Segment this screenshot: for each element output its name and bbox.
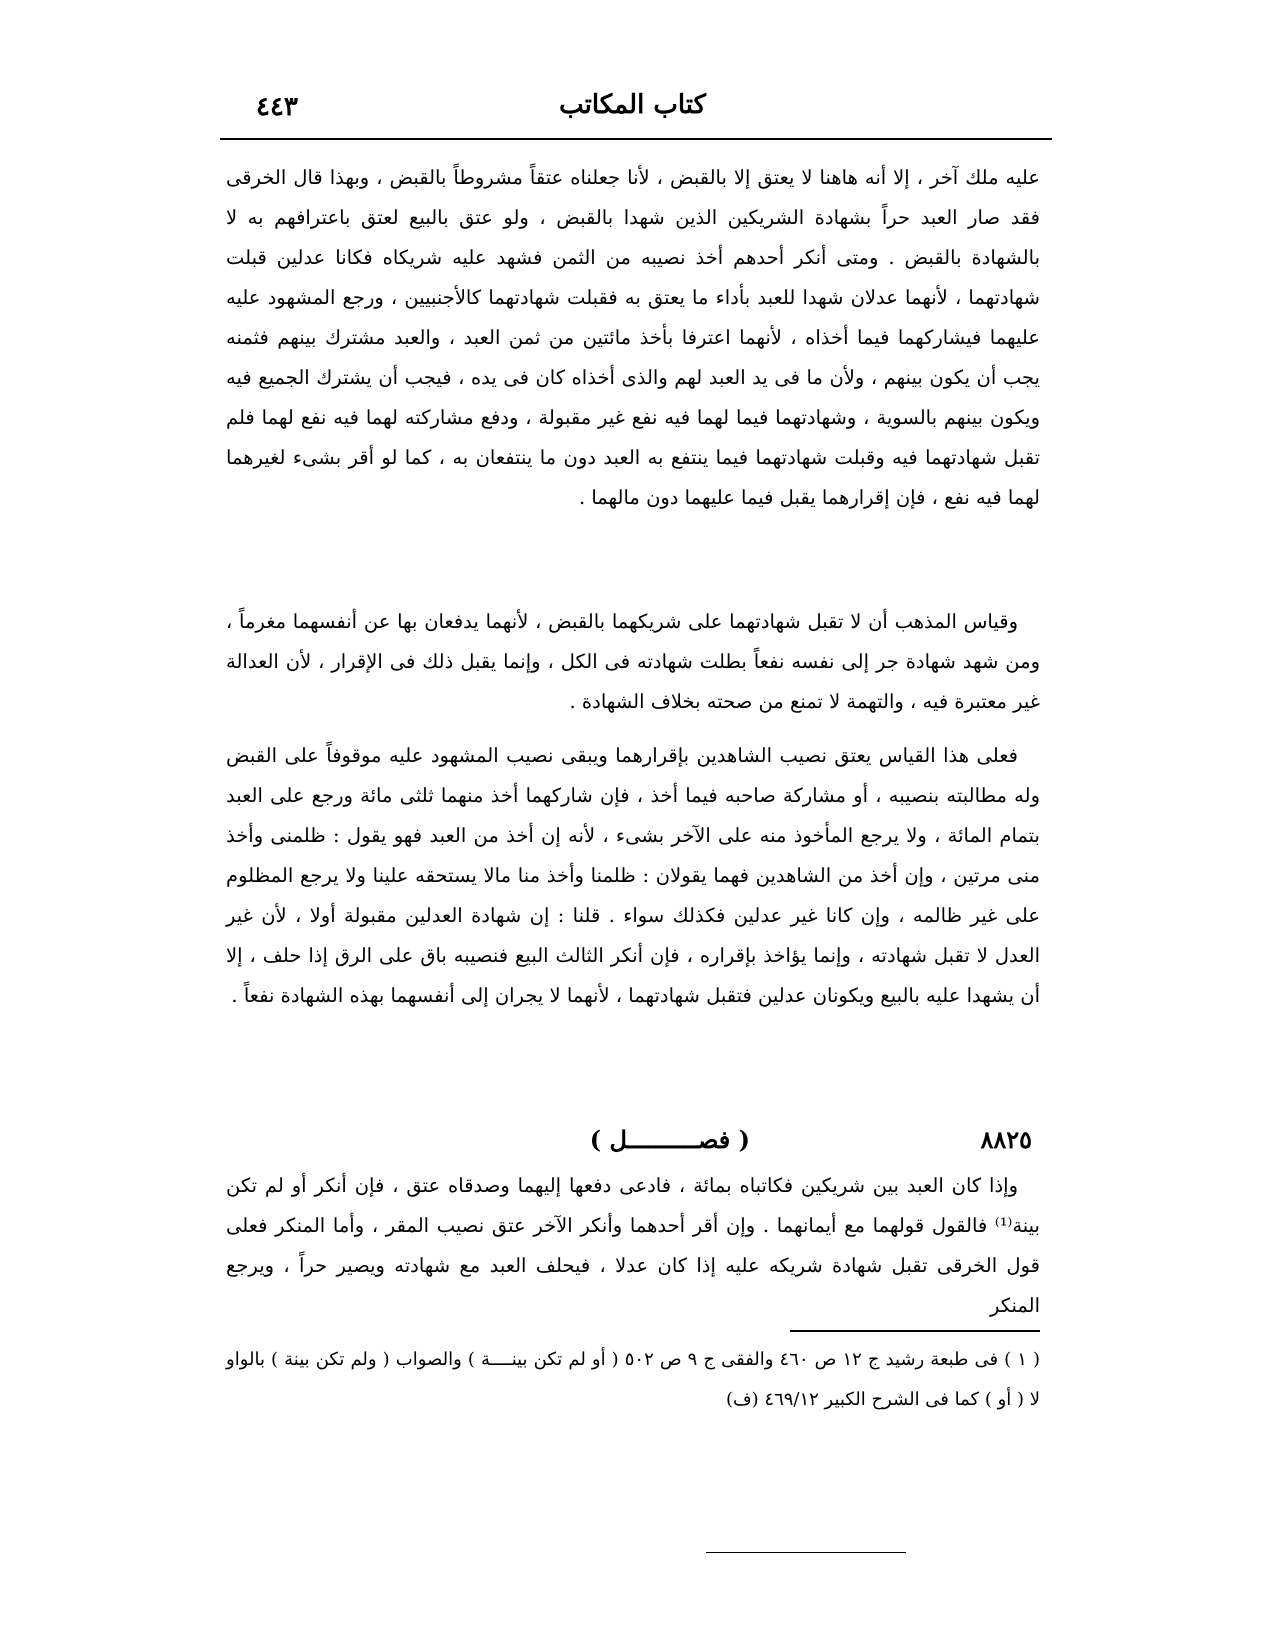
paragraph: فعلى هذا القياس يعتق نصيب الشاهدين بإقرارهما ويبقى نصيب المشهود عليه موقوفاً على القبض وله مطالبته بنصيبه ، أو مشاركة صاحبه فيما أخذ ، فإن شاركهما أخذ منهما ثلثى مائة ورجع على العبد بتمام المائة ، ولا يرجع المأخوذ منه على الآخر بشىء ، لأنه إن أخذ من العبد فهو يقول : ظلمنى وأخذ منى مرتين ، وإن أخذ من الشاهدين فهما يقولان : ظلمنا وأخذ منا مالا يستحقه علينا ولا يرجع المظلوم على غير ظالمه ، وإن كانا غير عدلين فكذلك سواء . قلنا : إن شهادة العدلين مقبولة أولا ، لأن غير العدل لا تقبل شهادته ، وإنما يؤاخذ بإقراره ، فإن أنكر الثالث البيع فنصيبه باق على الرق إذا حلف ، إلا أن يشهدا عليه بالبيع ويكونان عدلين فتقبل شهادتهما ، لأنهما لا يجران إلى أنفسهما بهذه الشهادة نفعاً . bbox=[226, 744, 1040, 1007]
paragraph: عليه ملك آخر ، إلا أنه هاهنا لا يعتق إلا بالقبض ، لأنا جعلناه عتقاً مشروطاً بالقبض ، وبهذا قال الخرقى فقد صار العبد حراً بشهادة الشريكين الذين شهدا بالقبض ، ولو عتق بالبيع لعتق باعترافهم به لا بالشهادة بالقبض . ومتى أنكر أحدهم أخذ نصيبه من الثمن فشهد عليه شريكاه فكانا عدلين قبلت شهادتهما ، لأنهما عدلان شهدا للعبد بأداء ما يعتق به فقبلت شهادتهما كالأجنبيين ، ورجع المشهود عليه عليهما فيشاركهما فيما أخذاه ، لأنهما اعترفا بأخذ مائتين من ثمن العبد ، والعبد مشترك بينهم فثمنه يجب أن يكون بينهم ، ولأن ما فى يد العبد لهم والذى أخذاه كان فى يده ، فيجب أن يشترك الجميع فيه ويكون بينهم بالسوية ، وشهادتهما فيما لهما فيه نفع غير مقبولة ، ودفع مشاركته لهما فيه نفع لهما فلم تقبل شهادتهما فيه وقبلت شهادتهما فيما ينتفع به العبد دون ما ينتفعان به ، كما لو أقر بشىء لغيرهما لهما فيه نفع ، فإن إقرارهما يقبل فيما عليهما دون مالهما . bbox=[226, 166, 1040, 509]
bottom-rule bbox=[706, 1552, 906, 1553]
section-heading bbox=[226, 1116, 1040, 1166]
footnote-rule bbox=[790, 1330, 1040, 1332]
paragraph: وقياس المذهب أن لا تقبل شهادتهما على شريكهما بالقبض ، لأنهما يدفعان بها عن أنفسهما مغرماً ، ومن شهد شهادة جر إلى نفسه نفعاً بطلت شهادته فى الكل ، وإنما يقبل ذلك فى الإقرار ، لأن العدالة غير معتبرة فيه ، والتهمة لا تمنع من صحته بخلاف الشهادة . bbox=[226, 610, 1040, 713]
page-number: ٤٤٣ bbox=[256, 92, 298, 122]
footnote bbox=[226, 1340, 1040, 1420]
header-rule bbox=[220, 138, 1052, 140]
running-title: كتاب المكاتب bbox=[559, 90, 706, 120]
section-title: ( فصــــــــــل ) bbox=[589, 1125, 750, 1154]
footnote-text: ( ١ ) فى طبعة رشيد ج ١٢ ص ٤٦٠ والفقى ج ٩ ص ٥٠٢ ( أو لم تكن بينــــة ) والصواب ( ولم تكن بينة ) بالواو لا ( أو ) كما فى الشرح الكبير ٤٦٩/١٢ (ف) bbox=[226, 1349, 1040, 1410]
section-number: ٨٨٢٥ bbox=[980, 1125, 1032, 1154]
page-header bbox=[226, 90, 1046, 130]
body-text bbox=[226, 158, 1040, 1326]
section-paragraph: وإذا كان العبد بين شريكين فكاتباه بمائة ، فادعى دفعها إليهما وصدقاه عتق ، فإن أنكر أو لم تكن بينة⁽¹⁾ فالقول قولهما مع أيمانهما . وإن أقر أحدهما وأنكر الآخر عتق نصيب المقر ، وأما المنكر فعلى قول الخرقى تقبل شهادة شريكه عليه إذا كان عدلا ، فيحلف العبد مع شهادته ويصير حراً ، ويرجع المنكر bbox=[226, 1174, 1040, 1317]
